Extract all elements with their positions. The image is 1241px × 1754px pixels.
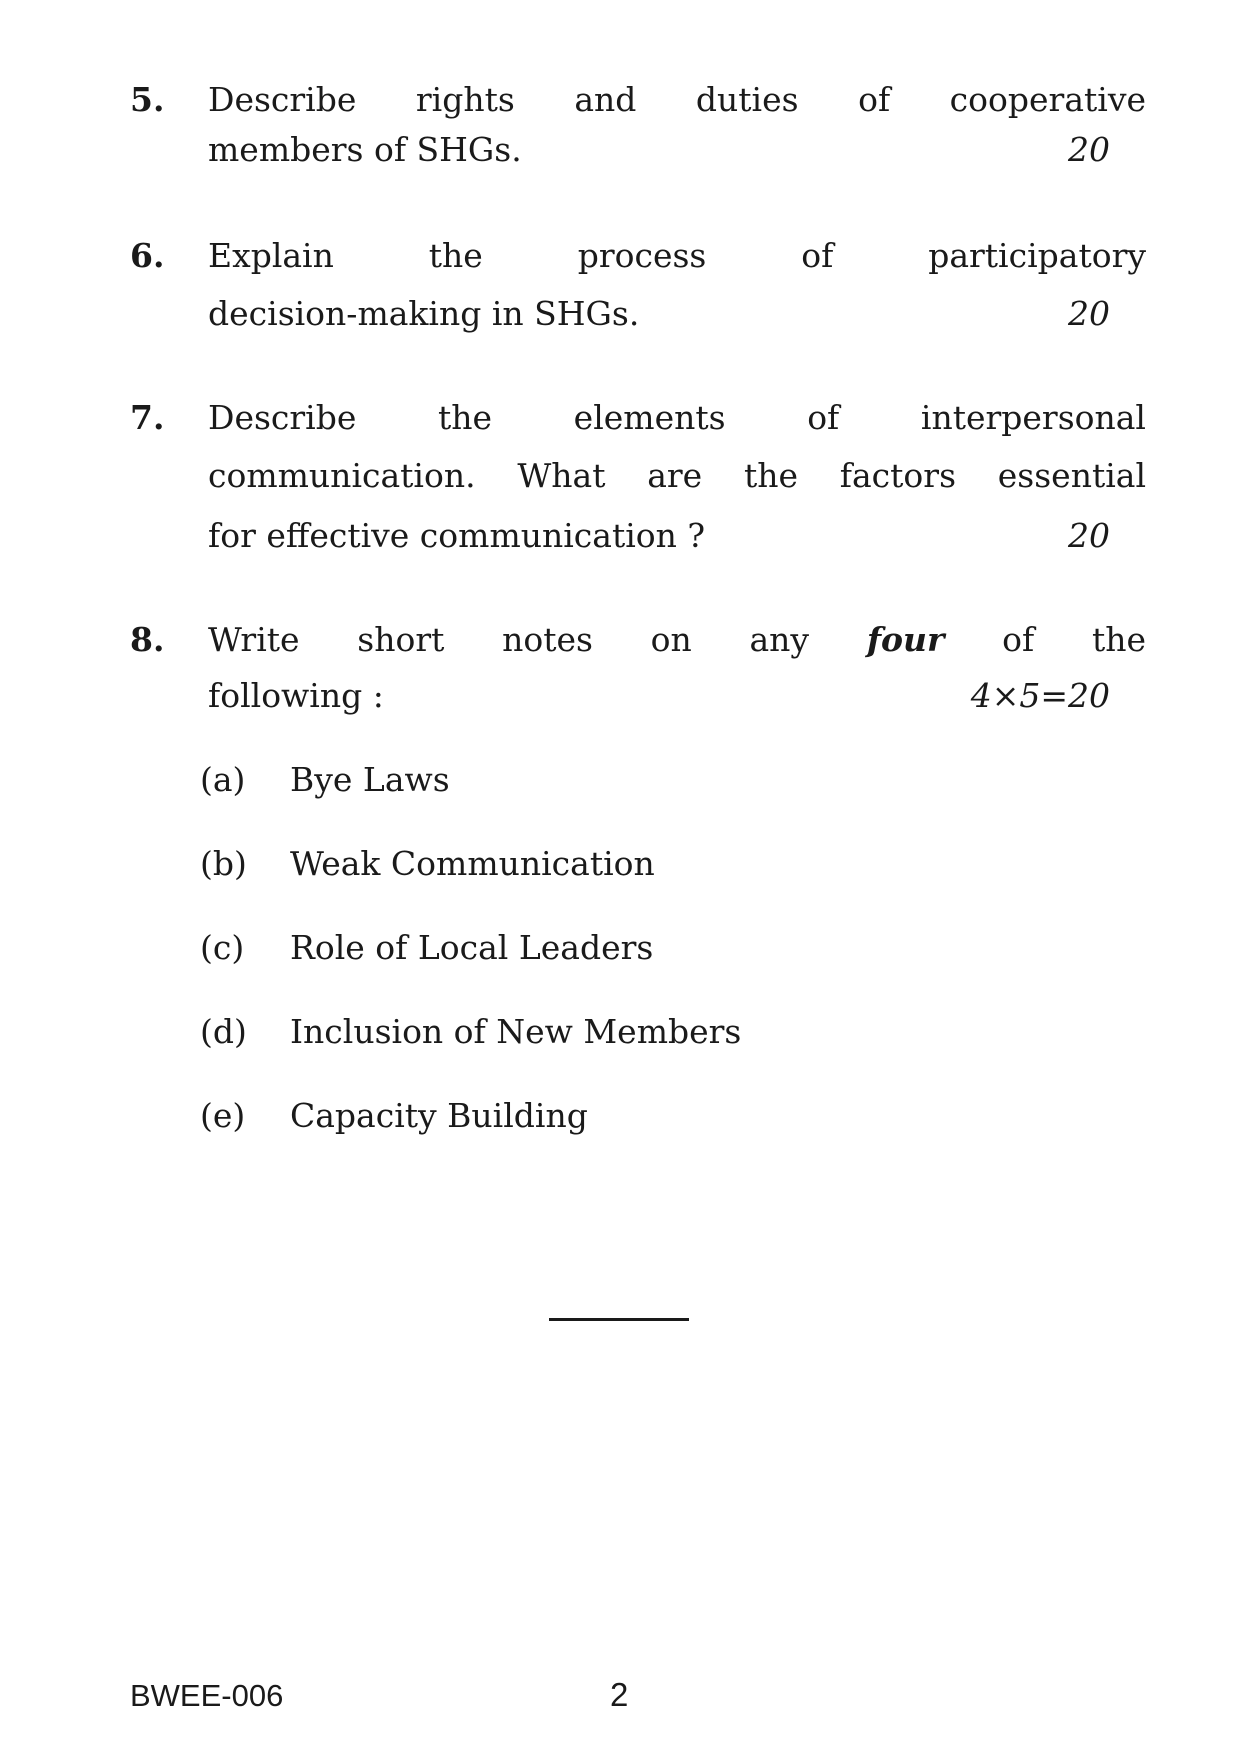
question-marks: 20 [1068, 294, 1110, 333]
page-number: 2 [610, 1676, 629, 1713]
list-item [200, 1012, 741, 1052]
course-code: BWEE-006 [130, 1678, 284, 1713]
question-text-line: Describe the elements of interpersonal [208, 398, 1146, 437]
question-number: 5. [130, 80, 165, 119]
question-text-line: Describe rights and duties of cooperative [208, 80, 1146, 119]
question-marks: 20 [1068, 130, 1110, 169]
list-item [200, 844, 655, 884]
list-item-text: Capacity Building [290, 1096, 588, 1135]
list-item-text: Bye Laws [290, 760, 450, 799]
list-item-text: Weak Communication [290, 844, 655, 883]
list-item-label: (d) [200, 1012, 247, 1051]
emphasis-text: four [866, 620, 945, 659]
end-rule [549, 1318, 689, 1321]
question-text-line: Explain the process of participatory [208, 236, 1146, 275]
question-text-line: following : [208, 676, 384, 715]
question-number: 7. [130, 398, 165, 437]
question-marks: 4×5=20 [970, 676, 1110, 715]
question-text-line [208, 620, 1146, 660]
list-item-label: (b) [200, 844, 247, 883]
question-text-part: Write short notes on any [208, 620, 810, 659]
list-item-label: (a) [200, 760, 246, 799]
question-text-line: members of SHGs. [208, 130, 522, 169]
list-item [200, 1096, 588, 1136]
list-item-label: (c) [200, 928, 245, 967]
question-text-line: for effective communication ? [208, 516, 706, 555]
question-number: 6. [130, 236, 165, 275]
question-number: 8. [130, 620, 165, 659]
list-item-label: (e) [200, 1096, 246, 1135]
list-item [200, 928, 653, 968]
question-text-part: of the [1002, 620, 1146, 659]
list-item-text: Inclusion of New Members [290, 1012, 742, 1051]
question-text-line: communication. What are the factors essential [208, 456, 1146, 495]
question-marks: 20 [1068, 516, 1110, 555]
list-item-text: Role of Local Leaders [290, 928, 654, 967]
question-text-line: decision-making in SHGs. [208, 294, 640, 333]
list-item [200, 760, 450, 800]
